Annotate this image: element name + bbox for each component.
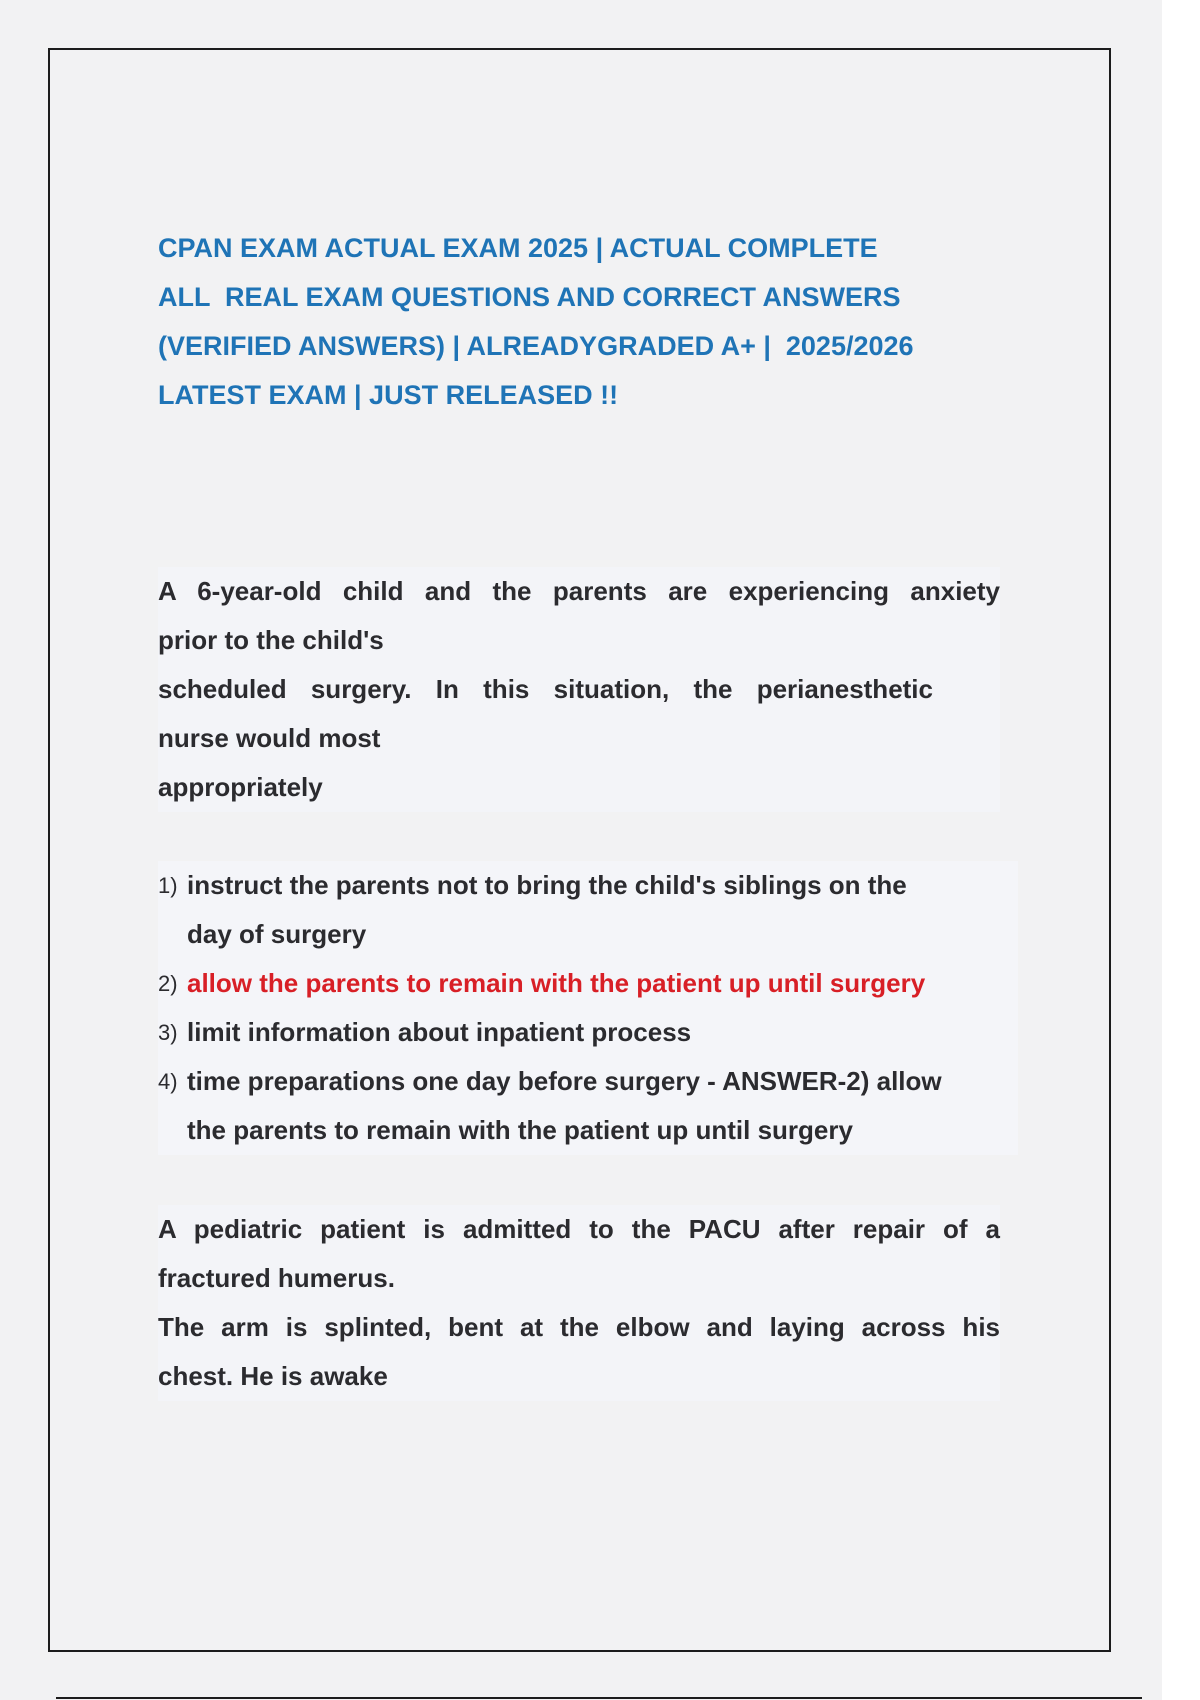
question-2-stem [158,1205,1000,1401]
question-line: chest. He is awake [158,1361,388,1391]
correct-option-text: allow the parents to remain with the patient up until surgery [187,968,926,998]
option-4 [158,1057,1018,1155]
question-line: nurse would most [158,723,381,753]
question-line: The arm is splinted, bent at the elbow and laying across his [158,1312,1000,1342]
option-text: limit information about inpatient process [187,1017,692,1047]
title-line: (VERIFIED ANSWERS) | ALREADYGRADED A+ | 2025/2026 [158,331,914,361]
question-line: appropriately [158,772,323,802]
question-line: A 6-year-old child and the parents are experiencing anxiety [158,576,1000,606]
question-1-stem [158,567,1000,812]
option-3 [158,1008,1018,1057]
option-text: time preparations one day before surgery - ANSWER-2) allow [187,1066,942,1096]
title-line: ALL REAL EXAM QUESTIONS AND CORRECT ANSWERS [158,282,901,312]
question-line: A pediatric patient is admitted to the PACU after repair of a [158,1214,1000,1244]
question-1-options [158,861,1018,1155]
option-1 [158,861,1018,959]
option-number: 2) [158,971,178,996]
option-text: day of surgery [187,919,367,949]
option-number: 1) [158,873,178,898]
document-title [158,224,998,420]
option-text: the parents to remain with the patient up until surgery [187,1115,853,1145]
page-edge-strip [1162,0,1200,1700]
option-number: 4) [158,1069,178,1094]
option-text: instruct the parents not to bring the child's siblings on the [187,870,907,900]
title-line: CPAN EXAM ACTUAL EXAM 2025 | ACTUAL COMPLETE [158,233,878,263]
option-2-correct [158,959,1018,1008]
question-line: prior to the child's [158,625,384,655]
title-line: LATEST EXAM | JUST RELEASED !! [158,380,619,410]
footer-rule [56,1697,1142,1699]
option-number: 3) [158,1020,178,1045]
question-line: scheduled surgery. In this situation, the perianesthetic [158,674,933,704]
question-line: fractured humerus. [158,1263,395,1293]
